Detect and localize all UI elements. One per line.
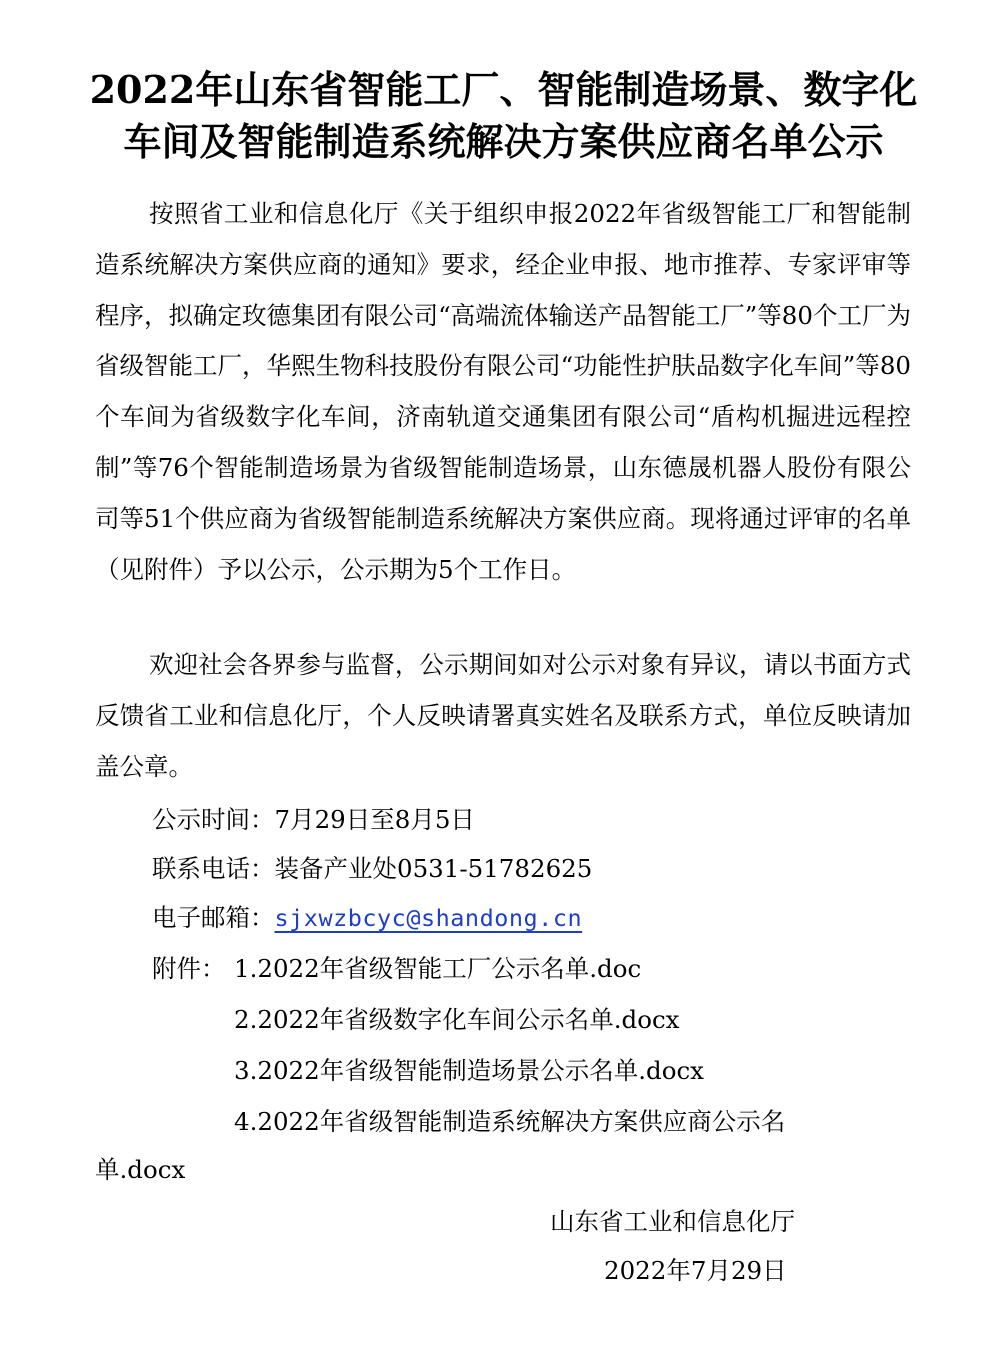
title-line-1: 2022年山东省智能工厂、智能制造场景、数字化: [89, 67, 918, 112]
contact-email: [152, 893, 582, 943]
body-paragraph-2: 欢迎社会各界参与监督，公示期间如对公示对象有异议，请以书面方式反馈省工业和信息化厅，个人反映请署真实姓名及联系方式，单位反映请加盖公章。: [95, 650, 911, 781]
signature-organization: 山东省工业和信息化厅: [550, 1207, 795, 1236]
attachment-item-2[interactable]: 2.2022年省级数字化车间公示名单.docx: [234, 1005, 680, 1034]
signature-date: 2022年7月29日: [604, 1256, 787, 1285]
body-paragraph-1: 按照省工业和信息化厅《关于组织申报2022年省级智能工厂和智能制造系统解决方案供应商的通知》要求，经企业申报、地市推荐、专家评审等程序，拟确定玫德集团有限公司“高端流体输送产品智能工厂”等80个工厂为省级智能工厂，华熙生物科技股份有限公司“功能性护肤品数字化车间”等80个车间为省级数字化车间，济南轨道交通集团有限公司“盾构机掘进远程控制”等76个智能制造场景为省级智能制造场景，山东德晟机器人股份有限公司等51个供应商为省级智能制造系统解决方案供应商。现将通过评审的名单（见附件）予以公示，公示期为5个工作日。: [95, 199, 911, 584]
email-label: 电子邮箱：: [152, 903, 275, 932]
attachments-label: 附件：: [152, 954, 226, 983]
attachment-item-4-continuation[interactable]: 单.docx: [95, 1155, 186, 1184]
page-title: [60, 64, 947, 168]
email-link[interactable]: sjxwzbcyc@shandong.cn: [274, 904, 583, 932]
attachment-item-4[interactable]: 4.2022年省级智能制造系统解决方案供应商公示名: [234, 1107, 786, 1136]
attachment-item-1[interactable]: 1.2022年省级智能工厂公示名单.doc: [234, 954, 642, 983]
contact-phone: 联系电话：装备产业处0531-51782625: [152, 854, 593, 883]
publicity-time: 公示时间：7月29日至8月5日: [152, 805, 475, 834]
attachment-item-3[interactable]: 3.2022年省级智能制造场景公示名单.docx: [234, 1056, 704, 1085]
title-line-2: 车间及智能制造系统解决方案供应商名单公示: [123, 119, 884, 164]
